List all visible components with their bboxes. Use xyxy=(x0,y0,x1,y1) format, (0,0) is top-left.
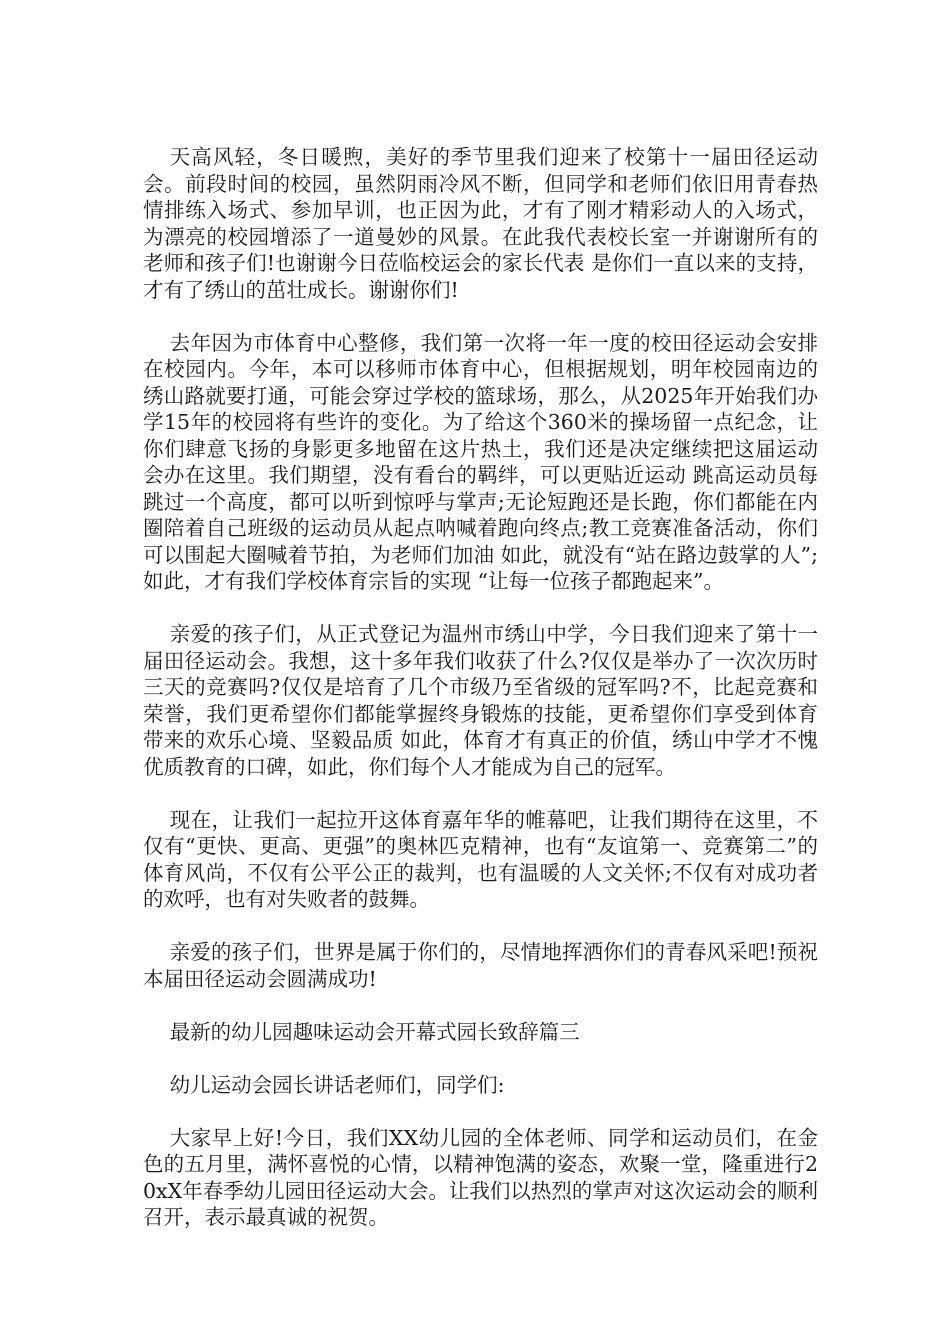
paragraph-closing-wish: 亲爱的孩子们，世界是属于你们的，尽情地挥洒你们的青春风采吧!预祝本届田径运动会圆满成功! xyxy=(143,940,818,991)
paragraph-venue: 去年因为市体育中心整修，我们第一次将一年一度的校田径运动会安排在校园内。今年，本可以移师市体育中心，但根据规划，明年校园南边的绣山路就要打通，可能会穿过学校的篮球场，那么，从2025年开始我们办学15年的校园将有些许的变化。为了给这个360米的操场留一点纪念，让你们肆意飞扬的身影更多地留在这片热土，我们还是决定继续把这届运动会办在这里。我们期望，没有看台的羁绊，可以更贴近运动 跳高运动员每跳过一个高度，都可以听到惊呼与掌声;无论短跑还是长跑，你们都能在内圈陪着自己班级的运动员从起点呐喊着跑向终点;教工竞赛准备活动，你们可以围起大圈喊着节拍，为老师们加油 如此，就没有“站在路边鼓掌的人”;如此，才有我们学校体育宗旨的实现 “让每一位孩子都跑起来”。 xyxy=(143,330,818,593)
paragraph-children: 亲爱的孩子们，从正式登记为温州市绣山中学，今日我们迎来了第十一届田径运动会。我想，这十多年我们收获了什么?仅仅是举办了一次次历时三天的竞赛吗?仅仅是培育了几个市级乃至省级的冠军吗?不，比起竞赛和荣誉，我们更希望你们都能掌握终身锻炼的技能，更希望你们享受到体育带来的欢乐心境、坚毅品质 如此，体育才有真正的价值，绣山中学才不愧优质教育的口碑，如此，你们每个人才能成为自己的冠军。 xyxy=(143,622,818,779)
paragraph-opening: 天高风轻，冬日暖煦，美好的季节里我们迎来了校第十一届田径运动会。前段时间的校园，虽然阴雨冷风不断，但同学和老师们依旧用青春热情排练入场式、参加早训，也正因为此，才有了刚才精彩动人的入场式，为漂亮的校园增添了一道曼妙的风景。在此我代表校长室一并谢谢所有的老师和孩子们!也谢谢今日莅临校运会的家长代表 是你们一直以来的支持，才有了绣山的茁壮成长。谢谢你们! xyxy=(143,145,818,302)
section-title: 最新的幼儿园趣味运动会开幕式园长致辞篇三 xyxy=(169,1019,580,1044)
document-body xyxy=(143,144,818,1257)
speech-salutation: 幼儿运动会园长讲话老师们，同学们: xyxy=(169,1072,505,1097)
paragraph-carnival: 现在，让我们一起拉开这体育嘉年华的帷幕吧，让我们期待在这里，不仅有“更快、更高、更强”的奥林匹克精神，也有“友谊第一、竞赛第二”的体育风尚，不仅有公平公正的裁判，也有温暖的人文关怀;不仅有对成功者的欢呼，也有对失败者的鼓舞。 xyxy=(143,807,818,911)
paragraph-greeting: 大家早上好!今日，我们XX幼儿园的全体老师、同学和运动员们，在金色的五月里，满怀喜悦的心情，以精神饱满的姿态，欢聚一堂，隆重进行20xX年春季幼儿园田径运动大会。让我们以热烈的掌声对这次运动会的顺利召开，表示最真诚的祝贺。 xyxy=(143,1125,818,1229)
